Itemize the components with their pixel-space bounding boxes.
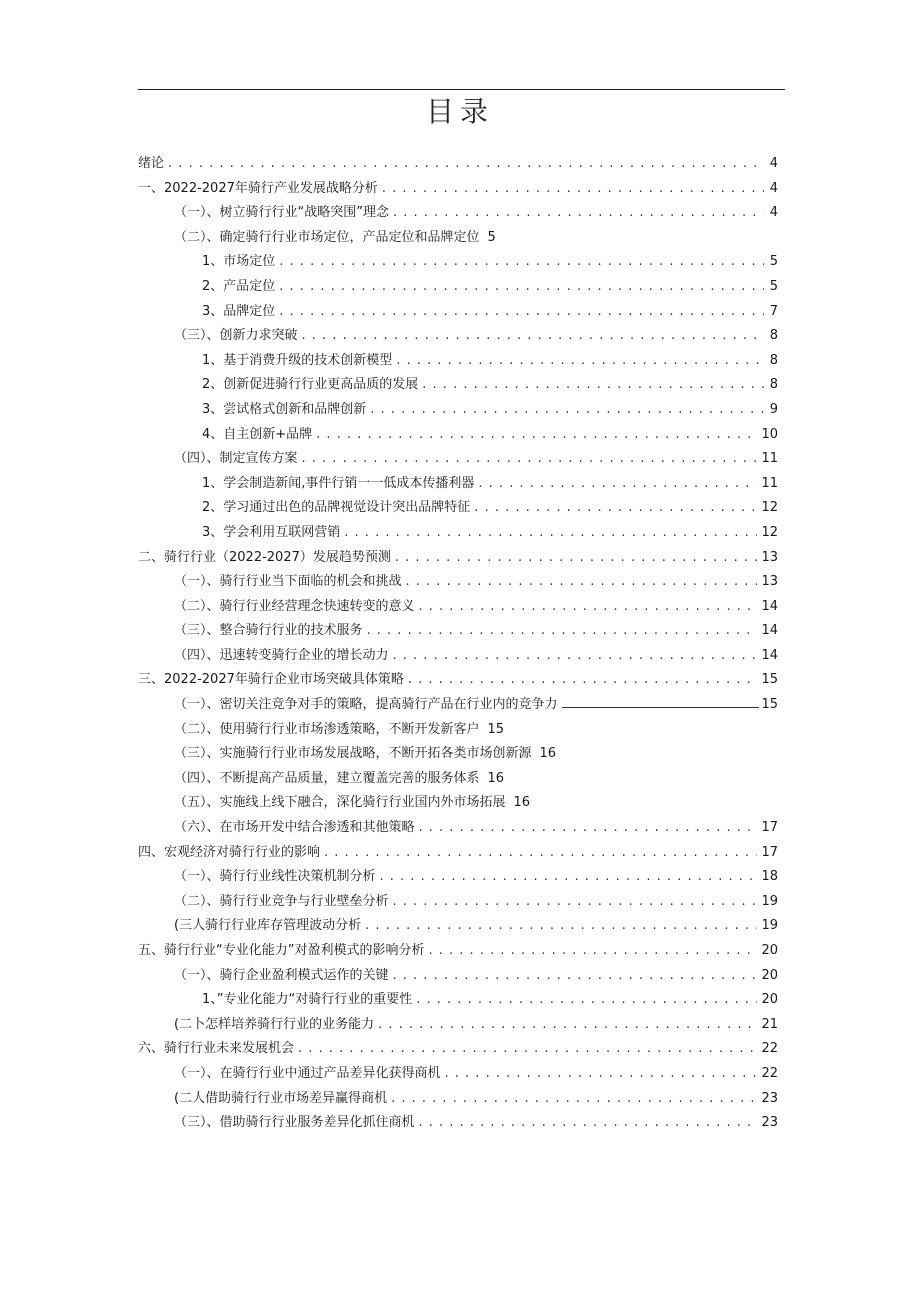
toc-page-number: 15 [761, 697, 778, 713]
toc-entry-label: (二卜怎样培养骑行行业的业务能力 [174, 1016, 375, 1032]
toc-entry[interactable] [138, 742, 778, 767]
toc-entry-label: （二）、骑行行业经营理念快速转变的意义 [174, 598, 415, 614]
toc-entry-label: 2、创新促进骑行行业更高品质的发展 [202, 377, 419, 393]
toc-page-number: 16 [513, 795, 531, 811]
toc-entry[interactable] [138, 546, 778, 571]
toc-entry-label: 三、2022-2027年骑行企业市场突破具体策略 [138, 672, 404, 688]
toc-entry[interactable] [138, 865, 778, 890]
toc-page-number: 9 [769, 401, 778, 417]
toc-entry-label: 4、自主创新+品牌 [202, 426, 313, 442]
toc-entry-label: （三）、整合骑行行业的技术服务 [174, 623, 363, 639]
toc-entry[interactable] [138, 1111, 778, 1136]
toc-page-number: 13 [761, 574, 778, 590]
toc-entry-label: 3、品牌定位 [202, 303, 276, 319]
toc-entry-label: （三）、借助骑行行业服务差异化抓住商机 [174, 1115, 415, 1131]
toc-page-number: 11 [761, 451, 778, 467]
toc-entry[interactable] [138, 1062, 778, 1087]
toc-leader [302, 447, 758, 472]
toc-entry[interactable] [138, 595, 778, 620]
toc-page-number: 12 [761, 500, 778, 516]
toc-leader [316, 423, 757, 448]
toc-page-number: 14 [761, 598, 778, 614]
toc-page-number: 17 [761, 820, 778, 836]
toc-leader [324, 841, 757, 866]
toc-entry[interactable] [138, 349, 778, 374]
toc-entry-label: 3、尝试格式创新和品牌创新 [202, 401, 367, 417]
toc-leader [393, 964, 758, 989]
toc-entry-label: (三人骑行行业库存管理波动分析 [174, 918, 362, 934]
toc-leader [428, 939, 757, 964]
toc-entry[interactable] [138, 988, 778, 1013]
toc-page-number: 16 [539, 746, 557, 762]
toc-entry-label: 二、骑行行业（2022-2027）发展趋势预测 [138, 549, 391, 565]
toc-entry[interactable] [138, 668, 778, 693]
toc-leader [419, 1111, 758, 1136]
toc-entry[interactable] [138, 890, 778, 915]
toc-entry-label: 绪论 [138, 156, 165, 171]
toc-entry[interactable] [138, 275, 778, 300]
toc-entry-label: 一、2022-2027年骑行产业发展战略分析 [138, 180, 378, 196]
toc-entry-label: （六）、在市场开发中结合渗透和其他策略 [174, 820, 415, 836]
toc-leader [302, 324, 764, 349]
toc-entry-label: 2、学习通过出色的品牌视觉设计突出品牌特征 [202, 500, 471, 516]
toc-page-number: 4 [769, 205, 778, 221]
toc-entry-label: 2、产品定位 [202, 278, 276, 294]
toc-entry-label: （四）、不断提高产品质量，建立覆盖完善的服务体系 [174, 770, 480, 786]
toc-page-number: 19 [761, 918, 778, 934]
toc-leader [298, 1037, 757, 1062]
toc-page-number: 4 [769, 156, 778, 171]
toc-page-number: 4 [769, 180, 778, 196]
toc-leader [391, 1087, 757, 1112]
toc-entry-label: （五）、实施线上线下融合，深化骑行行业国内外市场拓展 [174, 795, 506, 811]
toc-leader [279, 275, 764, 300]
toc-entry[interactable] [138, 177, 778, 202]
toc-entry[interactable] [138, 300, 778, 325]
toc-leader [279, 300, 764, 325]
toc-page-number: 17 [761, 844, 778, 860]
toc-leader [408, 668, 758, 693]
toc-entry-label: （一）、树立骑行行业“战略突围”理念 [174, 205, 389, 221]
toc-page-number: 12 [761, 524, 778, 540]
toc-entry-label: 五、骑行行业“专业化能力”对盈利模式的影响分析 [138, 943, 425, 958]
toc-page-number: 14 [761, 647, 778, 663]
toc-entry[interactable] [138, 619, 778, 644]
toc-entry-label: （四）、制定宣传方案 [174, 451, 298, 467]
toc-entry-label: （三）、创新力求突破 [174, 328, 298, 344]
toc-entry[interactable] [138, 496, 778, 521]
toc-entry-label: （一）、骑行企业盈利模式运作的关键 [174, 967, 389, 983]
toc-page-number: 5 [769, 254, 778, 270]
table-of-contents [138, 152, 778, 1136]
toc-page-number: 19 [761, 893, 778, 909]
toc-entry-label: （四）、迅速转变骑行企业的增长动力 [174, 647, 389, 663]
toc-leader [406, 570, 758, 595]
toc-page-number: 11 [761, 475, 778, 491]
toc-entry[interactable] [138, 693, 778, 718]
toc-page-number: 20 [761, 992, 778, 1008]
toc-page-number: 8 [769, 328, 778, 344]
toc-entry[interactable] [138, 373, 778, 398]
toc-page-number: 23 [761, 1115, 778, 1131]
toc-entry-label: （一）、骑行行业线性决策机制分析 [174, 869, 376, 885]
toc-page-number: 23 [761, 1090, 778, 1106]
page-title: 目录 [425, 95, 494, 128]
toc-entry[interactable] [138, 816, 778, 841]
toc-leader [168, 152, 764, 177]
toc-entry-label: 1、市场定位 [202, 254, 276, 270]
toc-leader [380, 865, 758, 890]
toc-leader [279, 250, 764, 275]
toc-leader [478, 472, 757, 497]
toc-entry-label: （二）、确定骑行行业市场定位，产品定位和品牌定位 [174, 229, 480, 245]
toc-entry[interactable] [138, 964, 778, 989]
toc-entry-label: 3、学会利用互联网营销 [202, 524, 341, 540]
toc-page-number: 18 [761, 869, 778, 885]
toc-entry[interactable] [138, 914, 778, 939]
toc-entry-label: 1、学会制造新闻,事件行销一一低成本传播利器 [202, 475, 475, 491]
toc-page-number: 7 [769, 303, 778, 319]
toc-page-number: 20 [761, 943, 778, 958]
toc-entry[interactable] [138, 250, 778, 275]
toc-entry-label: （一）、密切关注竞争对手的策略，提高骑行产品在行业内的竞争力 [174, 697, 558, 713]
toc-leader [370, 398, 764, 423]
toc-leader [422, 373, 764, 398]
toc-entry[interactable] [138, 472, 778, 497]
toc-leader [393, 644, 758, 669]
toc-page-number: 5 [487, 229, 496, 245]
toc-entry[interactable] [138, 201, 778, 226]
toc-entry-label: （三）、实施骑行行业市场发展战略，不断开拓各类市场创新源 [174, 746, 532, 762]
toc-leader [365, 914, 757, 939]
toc-entry-label: （二）、骑行行业竞争与行业壁垒分析 [174, 893, 389, 909]
toc-page-number: 8 [769, 377, 778, 393]
toc-leader [474, 496, 757, 521]
toc-page-number: 14 [761, 623, 778, 639]
toc-page-number: 8 [769, 352, 778, 368]
toc-leader [367, 619, 758, 644]
toc-entry[interactable] [138, 791, 778, 816]
toc-page-number: 15 [487, 721, 505, 737]
toc-entry[interactable] [138, 767, 778, 792]
toc-leader [378, 1013, 757, 1038]
toc-leader [562, 693, 760, 708]
toc-page-number: 10 [761, 426, 778, 442]
toc-entry-label: 1、基于消费升级的技术创新模型 [202, 352, 393, 368]
toc-page-number: 22 [761, 1041, 778, 1057]
toc-leader [419, 595, 758, 620]
toc-entry[interactable] [138, 324, 778, 349]
toc-leader [419, 816, 758, 841]
toc-leader [344, 521, 757, 546]
toc-page-number: 20 [761, 967, 778, 983]
toc-entry[interactable] [138, 152, 778, 177]
toc-entry[interactable] [138, 718, 778, 743]
toc-entry-label: 1、”专业化能力“对骑行行业的重要性 [202, 992, 413, 1008]
toc-entry-label: （一）、在骑行行业中通过产品差异化获得商机 [174, 1065, 441, 1081]
toc-entry[interactable] [138, 644, 778, 669]
toc-entry-label: 四、宏观经济对骑行行业的影响 [138, 844, 321, 860]
toc-page-number: 16 [487, 770, 505, 786]
toc-entry-label: 六、骑行行业未来发展机会 [138, 1041, 295, 1057]
toc-page-number: 13 [761, 549, 778, 565]
toc-entry[interactable] [138, 841, 778, 866]
toc-leader [395, 546, 758, 571]
toc-entry[interactable] [138, 570, 778, 595]
toc-entry[interactable] [138, 521, 778, 546]
toc-page-number: 15 [761, 672, 778, 688]
toc-leader [382, 177, 764, 202]
toc-entry[interactable] [138, 939, 778, 964]
toc-entry[interactable] [138, 1013, 778, 1038]
toc-entry[interactable] [138, 226, 778, 251]
toc-leader [393, 890, 758, 915]
toc-entry-label: （一）、骑行行业当下面临的机会和挑战 [174, 574, 402, 590]
toc-leader [416, 988, 757, 1013]
toc-entry[interactable] [138, 398, 778, 423]
top-rule [138, 89, 785, 90]
toc-leader [393, 201, 764, 226]
toc-page-number: 22 [761, 1065, 778, 1081]
toc-entry-label: （二）、使用骑行行业市场渗透策略，不断开发新客户 [174, 721, 480, 737]
toc-entry[interactable] [138, 1087, 778, 1112]
toc-entry[interactable] [138, 1037, 778, 1062]
toc-page-number: 21 [761, 1016, 778, 1032]
toc-leader [396, 349, 764, 374]
toc-entry-label: (二人借助骑行行业市场差异赢得商机 [174, 1090, 388, 1106]
toc-entry[interactable] [138, 447, 778, 472]
toc-page-number: 5 [769, 278, 778, 294]
toc-entry[interactable] [138, 423, 778, 448]
toc-leader [445, 1062, 758, 1087]
